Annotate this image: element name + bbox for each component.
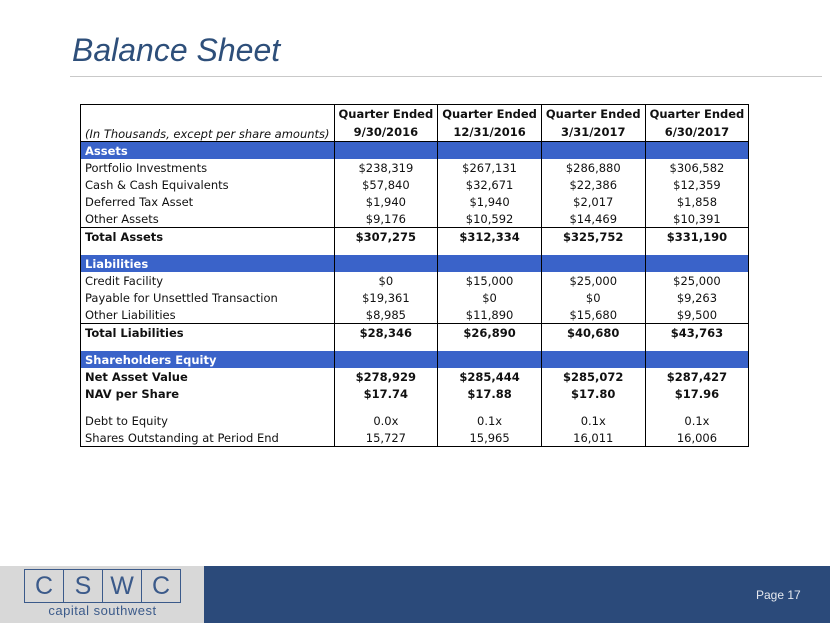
row-total-liabilities: Total Liabilities $28,346 $26,890 $40,680 $43,763: [81, 324, 749, 342]
row-debt-to-equity: Debt to Equity 0.0x 0.1x 0.1x 0.1x: [81, 412, 749, 429]
logo-letter-boxes: [24, 569, 181, 603]
row-other-assets: Other Assets $9,176 $10,592 $14,469 $10,391: [81, 210, 749, 228]
period-2-line1: Quarter Ended: [438, 105, 542, 124]
logo-letter: C: [25, 570, 64, 602]
header-row-1: [81, 105, 749, 124]
logo-letter: W: [103, 570, 142, 602]
title-divider: [70, 76, 822, 77]
page-title: Balance Sheet: [72, 32, 281, 68]
row-nav-per-share: NAV per Share $17.74 $17.88 $17.80 $17.96: [81, 385, 749, 402]
period-3-date: 3/31/2017: [541, 123, 645, 142]
spacer-row: [81, 341, 749, 351]
section-liabilities: Liabilities: [81, 255, 749, 272]
units-label: (In Thousands, except per share amounts): [85, 127, 330, 141]
logo-wordmark: capital southwest: [48, 603, 157, 618]
logo-letter: S: [64, 570, 103, 602]
page-number: Page 17: [756, 588, 801, 602]
section-assets: Assets: [81, 142, 749, 160]
period-4-line1: Quarter Ended: [645, 105, 749, 124]
period-1-line1: Quarter Ended: [334, 105, 438, 124]
logo-letter: C: [151, 572, 171, 600]
spacer-row: [81, 402, 749, 412]
row-cash: Cash & Cash Equivalents $57,840 $32,671 $22,386 $12,359: [81, 176, 749, 193]
period-4-date: 6/30/2017: [645, 123, 749, 142]
spacer-row: [81, 245, 749, 255]
balance-sheet-table: [80, 104, 749, 447]
period-2-date: 12/31/2016: [438, 123, 542, 142]
row-net-asset-value: Net Asset Value $278,929 $285,444 $285,072 $287,427: [81, 368, 749, 385]
header-row-2: [81, 123, 749, 142]
row-total-assets: Total Assets $307,275 $312,334 $325,752 $331,190: [81, 228, 749, 246]
row-credit-facility: Credit Facility $0 $15,000 $25,000 $25,000: [81, 272, 749, 289]
row-shares-outstanding: Shares Outstanding at Period End 15,727 15,965 16,011 16,006: [81, 429, 749, 447]
company-logo: [0, 566, 204, 623]
period-1-date: 9/30/2016: [334, 123, 438, 142]
row-portfolio: Portfolio Investments $238,319 $267,131 $286,880 $306,582: [81, 159, 749, 176]
period-3-line1: Quarter Ended: [541, 105, 645, 124]
row-other-liabilities: Other Liabilities $8,985 $11,890 $15,680 $9,500: [81, 306, 749, 324]
section-equity: Shareholders Equity: [81, 351, 749, 368]
row-deferred-tax: Deferred Tax Asset $1,940 $1,940 $2,017 $1,858: [81, 193, 749, 210]
row-payable: Payable for Unsettled Transaction $19,361 $0 $0 $9,263: [81, 289, 749, 306]
